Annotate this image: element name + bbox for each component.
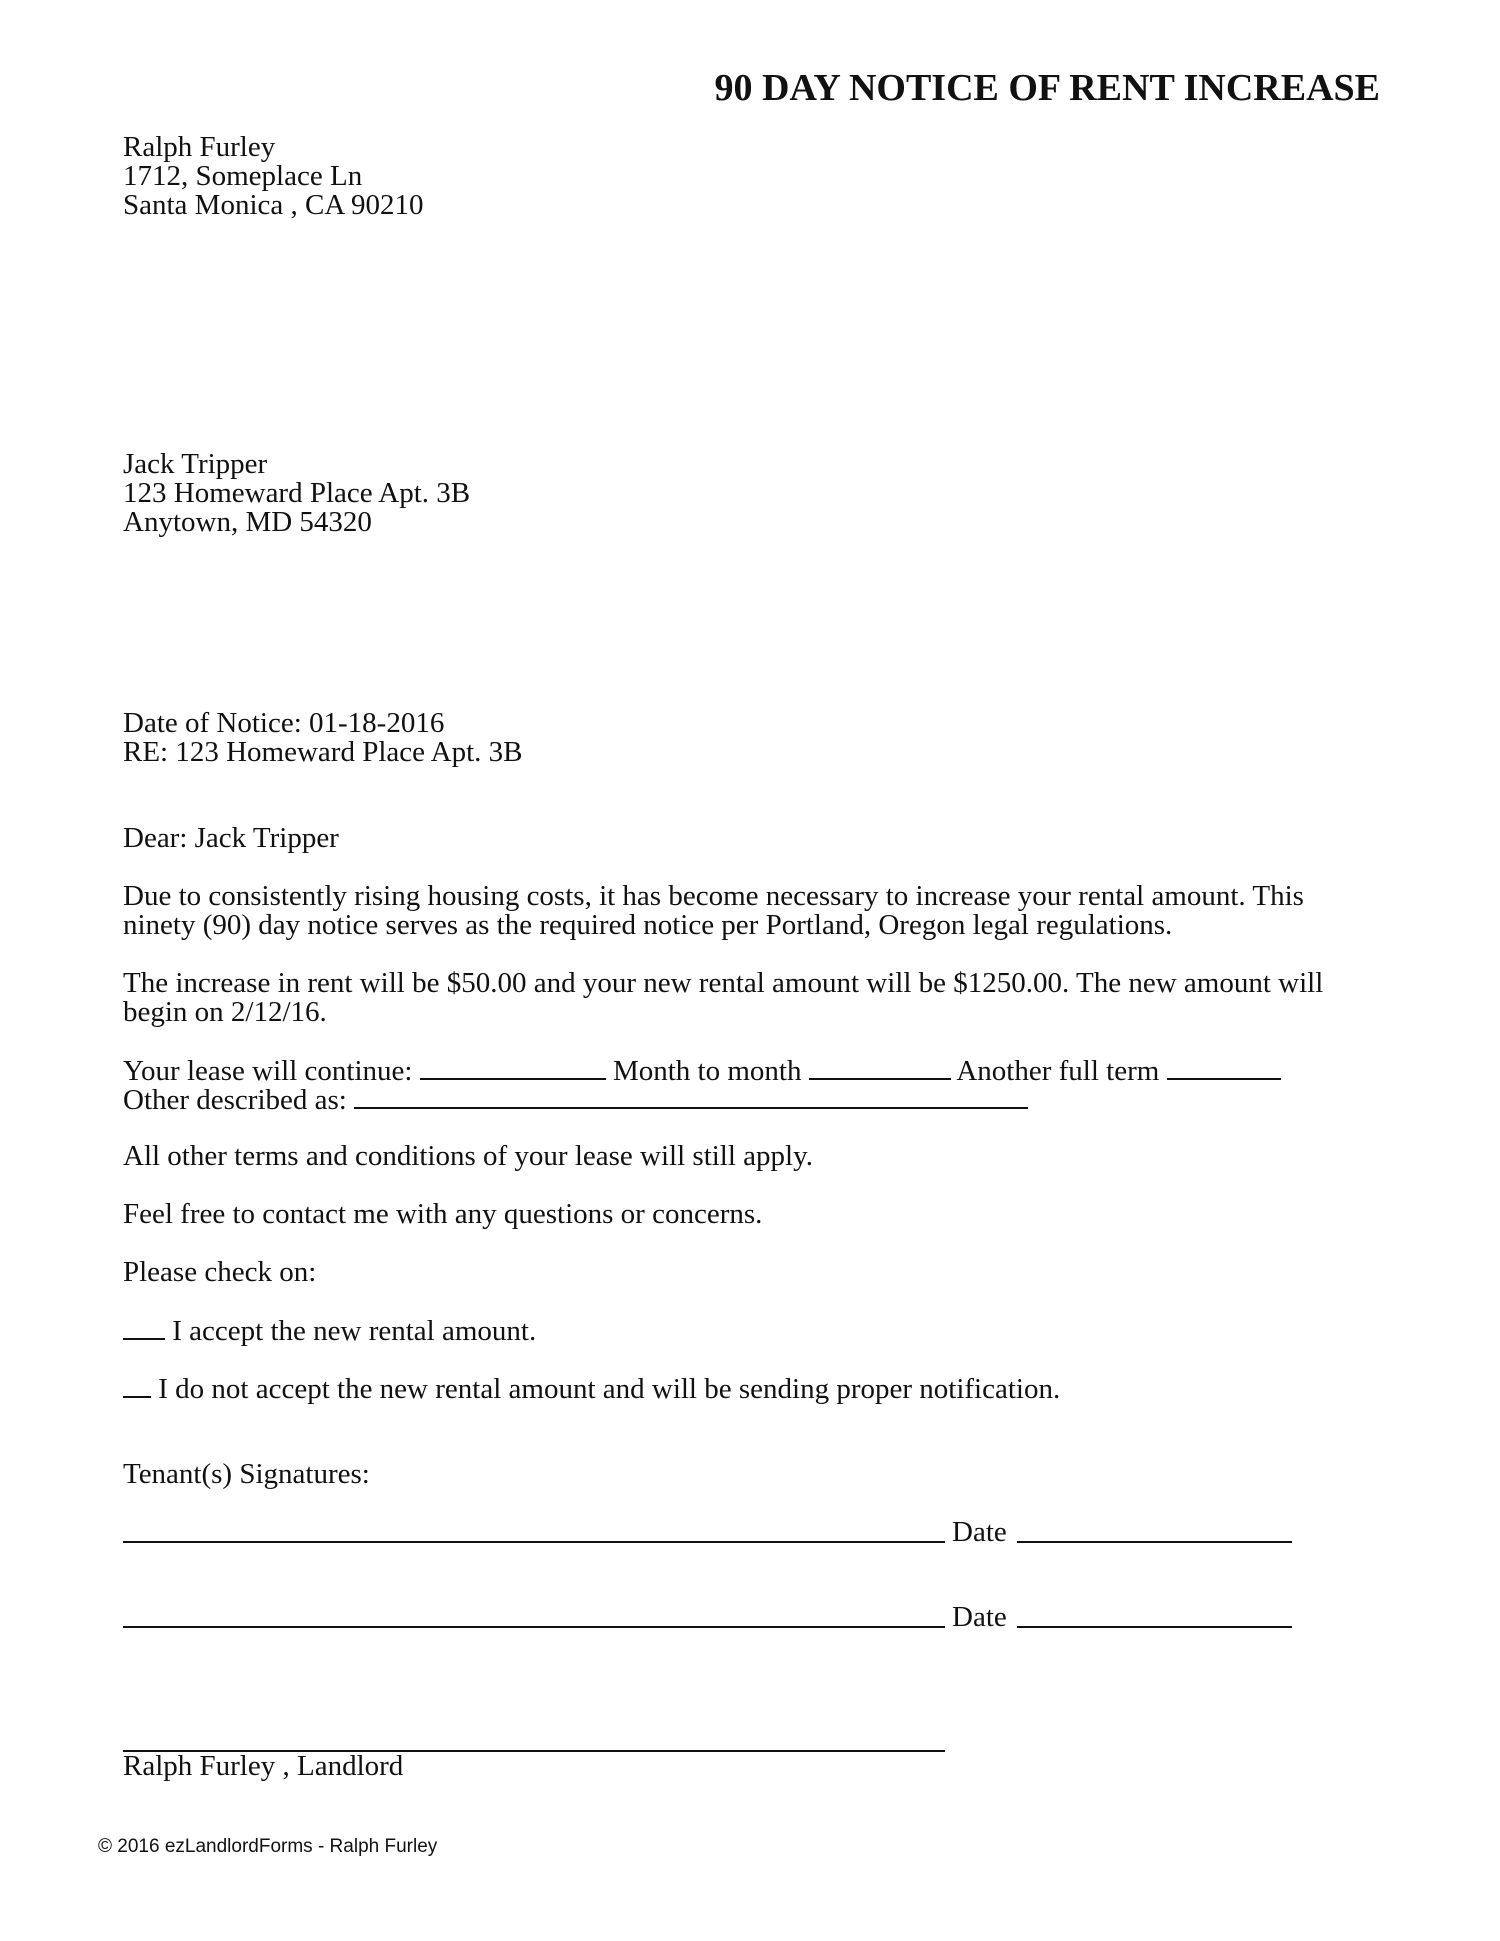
date-line-2[interactable] xyxy=(1017,1626,1292,1628)
contact-text: Feel free to contact me with any questions or concerns. xyxy=(123,1198,763,1230)
date-label-2: Date xyxy=(952,1601,1007,1633)
landlord-name: Ralph Furley xyxy=(123,131,276,163)
month-to-month-label: Month to month xyxy=(612,1055,802,1087)
other-described-blank[interactable] xyxy=(354,1085,1028,1109)
landlord-signature-label: Ralph Furley , Landlord xyxy=(123,1750,404,1782)
date-label-1: Date xyxy=(952,1516,1007,1548)
another-full-term-label: Another full term xyxy=(956,1055,1160,1087)
option-decline-line xyxy=(123,1374,1060,1404)
decline-checkbox-blank[interactable] xyxy=(123,1374,151,1398)
tenant-name: Jack Tripper xyxy=(123,448,268,480)
paragraph-increase-amount: The increase in rent will be $50.00 and your new rental amount will be $1250.00. The new amount will begin on 2/12/16. xyxy=(123,967,1324,1028)
option-accept-label: I accept the new rental amount. xyxy=(172,1315,537,1347)
tenant-signatures-label: Tenant(s) Signatures: xyxy=(123,1458,370,1490)
month-to-month-blank[interactable] xyxy=(809,1056,951,1080)
document-title: 90 DAY NOTICE OF RENT INCREASE xyxy=(714,67,1380,109)
tenant-street: 123 Homeward Place Apt. 3B xyxy=(123,477,471,509)
check-on-text: Please check on: xyxy=(123,1256,317,1288)
notice-re: RE: 123 Homeward Place Apt. 3B xyxy=(123,736,523,768)
tenant-city: Anytown, MD 54320 xyxy=(123,506,372,538)
other-described-label: Other described as: xyxy=(123,1084,347,1116)
accept-checkbox-blank[interactable] xyxy=(123,1316,165,1340)
tenant-signature-line-1[interactable] xyxy=(123,1541,945,1543)
tenant-signature-line-2[interactable] xyxy=(123,1626,945,1628)
salutation: Dear: Jack Tripper xyxy=(123,822,339,854)
other-described-line xyxy=(123,1085,1028,1115)
lease-continue-blank[interactable] xyxy=(420,1056,606,1080)
option-decline-label: I do not accept the new rental amount and will be sending proper notification. xyxy=(158,1373,1061,1405)
copyright-footer: © 2016 ezLandlordForms - Ralph Furley xyxy=(98,1836,438,1857)
another-full-term-blank[interactable] xyxy=(1167,1056,1281,1080)
notice-date: Date of Notice: 01-18-2016 xyxy=(123,707,445,739)
lease-continue-line xyxy=(123,1056,1281,1086)
date-line-1[interactable] xyxy=(1017,1541,1292,1543)
lease-continue-label: Your lease will continue: xyxy=(123,1055,413,1087)
paragraph-rising-costs: Due to consistently rising housing costs, it has become necessary to increase your rental amount. This ninety (90) day notice serves as the required notice per Portland, Oregon legal regulations. xyxy=(123,880,1304,941)
landlord-city: Santa Monica , CA 90210 xyxy=(123,189,424,221)
terms-apply-text: All other terms and conditions of your lease will still apply. xyxy=(123,1140,813,1172)
option-accept-line xyxy=(123,1316,536,1346)
landlord-street: 1712, Someplace Ln xyxy=(123,160,363,192)
